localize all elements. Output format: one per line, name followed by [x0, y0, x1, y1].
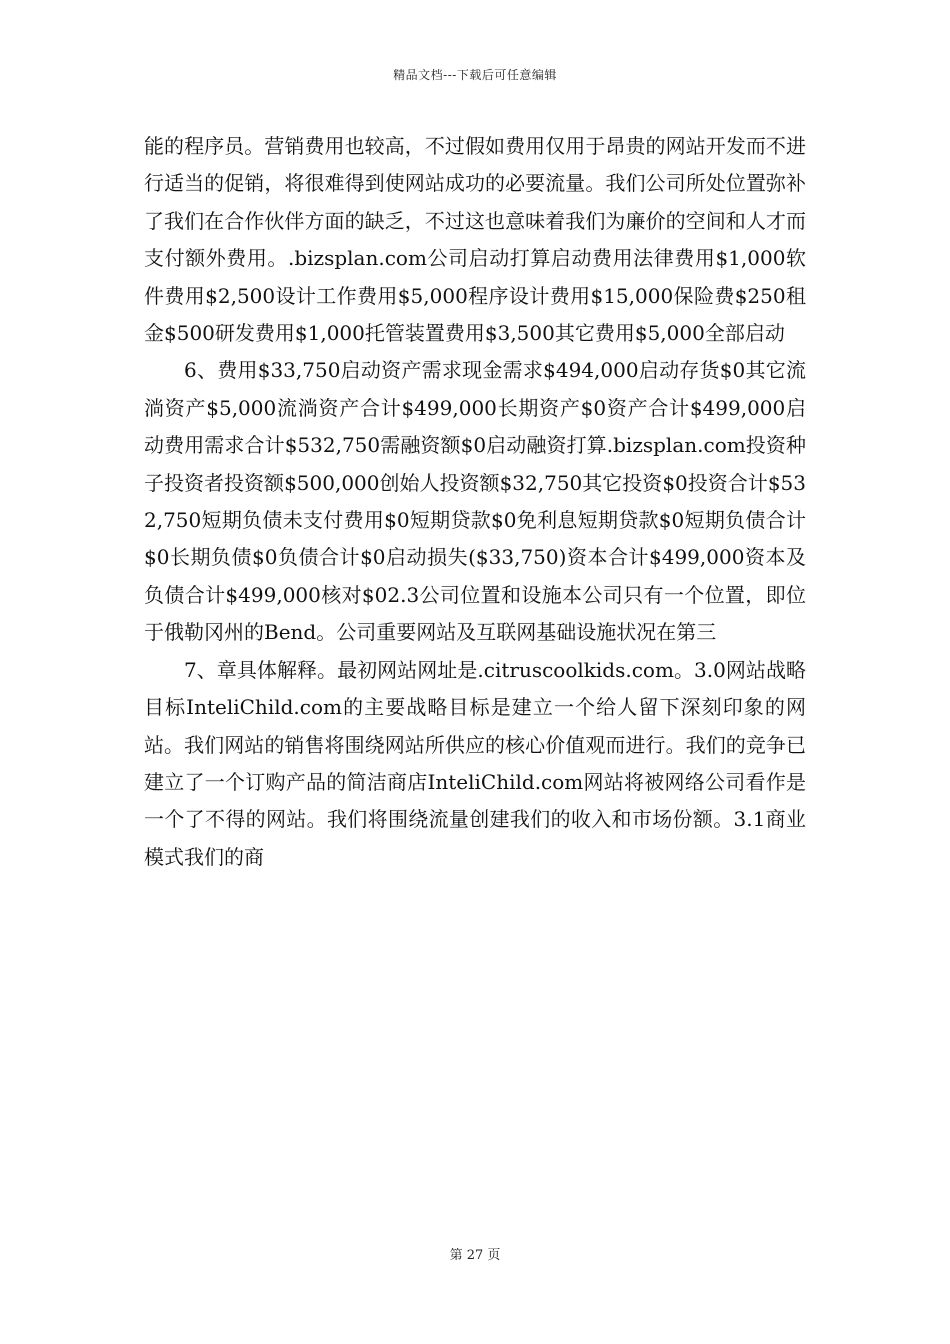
- paragraph-7: 7、章具体解释。最初网站网址是.citruscoolkids.com。3.0网站战略目标InteliChild.com的主要战略目标是建立一个给人留下深刻印象的网站。我们网站的销售将围绕网站所供应的核心价值观而进行。我们的竞争已建立了一个订购产品的简洁商店InteliChild.com网站将被网络公司看作是一个了不得的网站。我们将围绕流量创建我们的收入和市场份额。3.1商业模式我们的商: [144, 657, 806, 869]
- document-body: [144, 128, 806, 876]
- page-number: 第 27 页: [449, 1248, 501, 1263]
- paragraph-6: 6、费用$33,750启动资产需求现金需求$494,000启动存货$0其它流淌资产$5,000流淌资产合计$499,000长期资产$0资产合计$499,000启动费用需求合计$532,750需融资额$0启动融资打算.bizsplan.com投资种子投资者投资额$500,000创始人投资额$32,750其它投资$0投资合计$532,750短期负债未支付费用$0短期贷款$0免利息短期贷款$0短期负债合计$0长期负债$0负债合计$0启动损失($33,750)资本合计$499,000资本及负债合计$499,000核对$02.3公司位置和设施本公司只有一个位置，即位于俄勒冈州的Bend。公司重要网站及互联网基础设施状况在第三: [144, 358, 806, 645]
- paragraph-continued: 能的程序员。营销费用也较高，不过假如费用仅用于昂贵的网站开发而不进行适当的促销，将很难得到使网站成功的必要流量。我们公司所处位置弥补了我们在合作伙伴方面的缺乏，不过这也意味着我们为廉价的空间和人才而支付额外费用。.bizsplan.com公司启动打算启动费用法律费用$1,000软件费用$2,500设计工作费用$5,000程序设计费用$15,000保险费$250租金$500研发费用$1,000托管装置费用$3,500其它费用$5,000全部启动: [144, 134, 806, 346]
- page-header: 精品文档---下载后可任意编辑: [393, 68, 557, 82]
